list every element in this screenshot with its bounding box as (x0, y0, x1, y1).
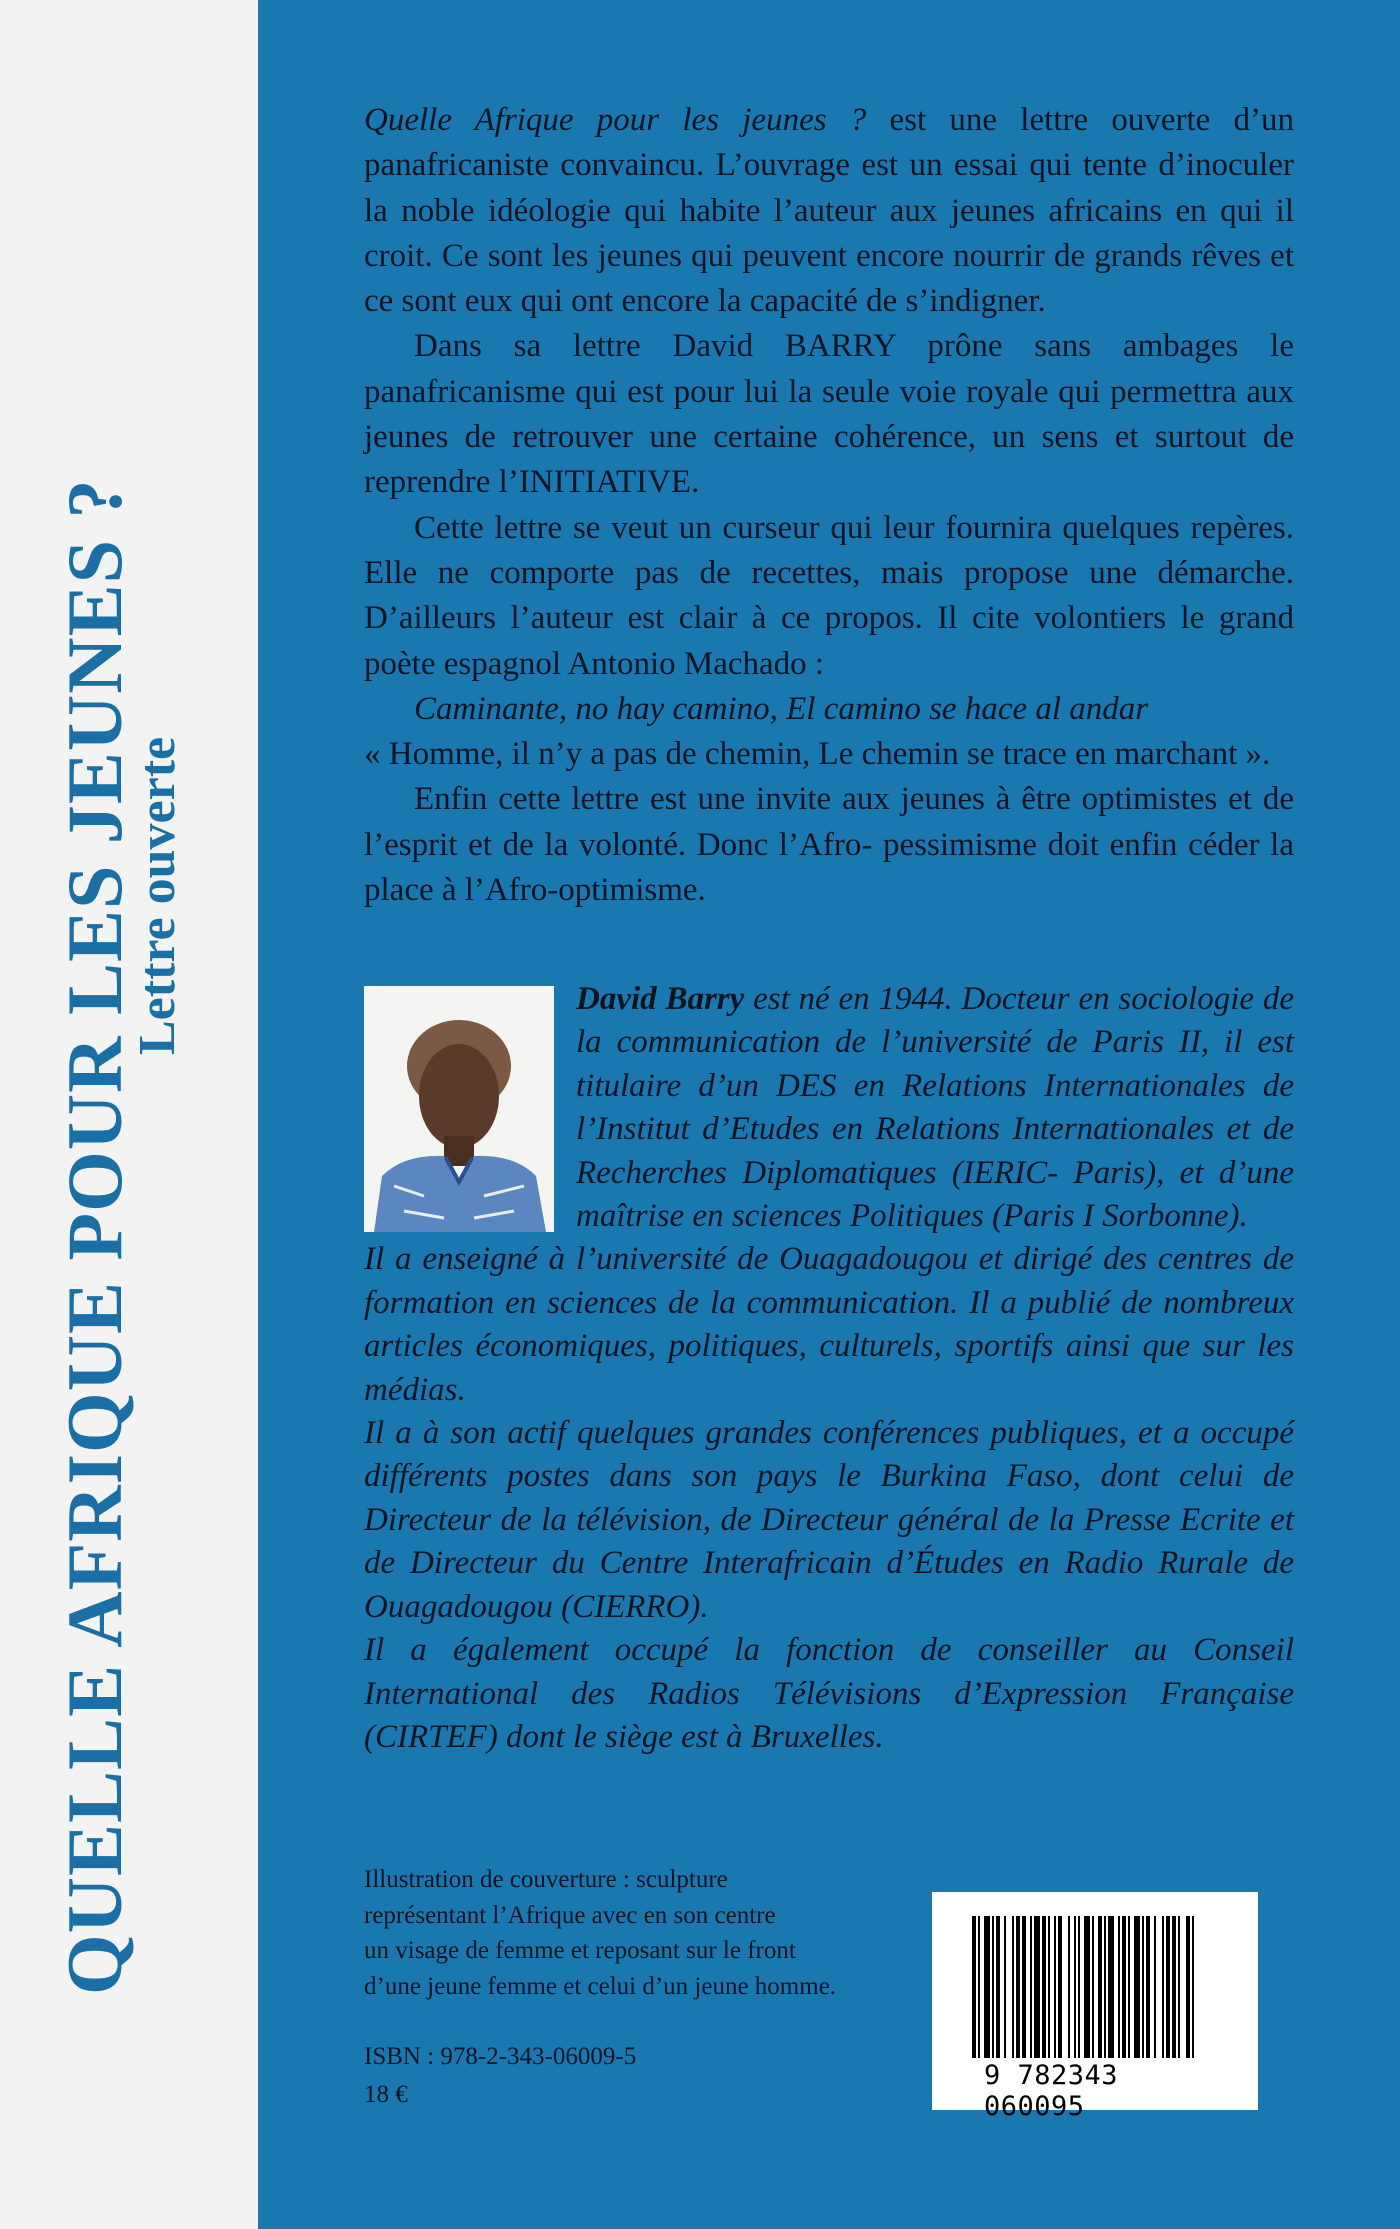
barcode-bar (1058, 1916, 1062, 2058)
barcode-bar (1122, 1916, 1126, 2058)
barcode-bar (1084, 1916, 1090, 2058)
barcode-bar (1048, 1916, 1050, 2058)
barcode-bar (996, 1916, 1000, 2058)
credits-line-4: d’une jeune femme et celui d’un jeune homme. (364, 1972, 837, 2000)
author-name: David Barry (576, 981, 745, 1017)
spine-strip (0, 0, 258, 2229)
barcode-box (932, 1892, 1258, 2122)
blurb-paragraph-1-text: est une lettre ouverte d’un panafricaniste convaincu. L’ouvrage est un essai qui tente d’inoculer la noble idéologie qui habite l’auteur aux jeunes africains en qui il croit. Ce sont les jeunes qui peuvent encore nourrir de grands rêves et ce sont eux qui ont encore la capacité de s’indigner. (364, 102, 1294, 320)
barcode-bar (1162, 1916, 1164, 2058)
bio-paragraph-4: Il a également occupé la fonction de conseiller au Conseil International des Radios Télévisions d’Expression Française (CIRTEF) dont le siège est à Bruxelles. (364, 1632, 1294, 1755)
credits-line-1: Illustration de couverture : sculpture (364, 1866, 728, 1893)
spine-titles (0, 95, 258, 1995)
book-blurb (364, 98, 1294, 913)
barcode-bar (984, 1916, 990, 2058)
barcode-bar (1104, 1916, 1106, 2058)
portrait-illustration (364, 986, 554, 1232)
author-bio (364, 978, 1294, 1759)
bio-paragraph-2: Il a enseigné à l’université de Ouagadougou et dirigé des centres de formation en sciences de la communication. Il a publié de nombreux articles économiques, politiques, culturels, sportifs ainsi que sur les médias. (364, 1241, 1294, 1408)
price-text: 18 € (364, 2081, 408, 2108)
barcode-bar (1074, 1916, 1076, 2058)
barcode-bar (1078, 1916, 1080, 2058)
barcode-bar (1042, 1916, 1046, 2058)
spine-subtitle: Lettre ouverte (129, 736, 186, 1055)
credits-line-2: représentant l’Afrique avec en son centre (364, 1901, 776, 1929)
blurb-paragraph-1 (364, 98, 1294, 324)
barcode-digits: 9 782343 060095 (984, 2060, 1119, 2122)
barcode-bar (1068, 1916, 1070, 2058)
barcode-bar (1022, 1916, 1026, 2058)
barcode-bar (1186, 1916, 1190, 2058)
barcode-bar (1128, 1916, 1130, 2058)
barcode-bar (1012, 1916, 1014, 2058)
barcode-bar (972, 1916, 976, 2058)
barcode-bar (1134, 1916, 1140, 2058)
isbn-text: ISBN : 978-2-343-06009-5 (364, 2043, 637, 2070)
spine-title: QUELLE AFRIQUE POUR LES JEUNES ? (51, 478, 138, 1995)
barcode-bar (1030, 1916, 1032, 2058)
barcode-bar (1142, 1916, 1144, 2058)
barcode-bar (1034, 1916, 1040, 2058)
quote-french: « Homme, il n’y a pas de chemin, Le chemin se trace en marchant ». (364, 736, 1271, 773)
credits-line-3: un visage de femme et reposant sur le front (364, 1937, 796, 1965)
barcode-bar (992, 1916, 994, 2058)
barcode-bar (1054, 1916, 1056, 2058)
author-portrait (364, 986, 554, 1232)
blurb-paragraph-4: Enfin cette lettre est une invite aux jeunes à être optimistes et de l’esprit et de la volonté. Donc l’Afro- pessimisme doit enfin céder la place à l’Afro-optimisme. (364, 781, 1294, 909)
barcode-bar (1166, 1916, 1170, 2058)
barcode-bar (1118, 1916, 1120, 2058)
barcode-bar (1108, 1916, 1114, 2058)
cover-credits (364, 1862, 924, 2004)
bio-paragraph-1-text: est né en 1944. Docteur en sociologie de la communication de l’université de Paris II, il est titulaire d’un DES en Relations Internationales de l’Institut d’Etudes en Relations Internationales et de Recherches Diplomatiques (IERIC- Paris), et d’une maîtrise en sciences Politiques (Paris I Sorbonne). (576, 981, 1294, 1235)
barcode-bar (1016, 1916, 1020, 2058)
barcode-bar (1098, 1916, 1102, 2058)
blurb-paragraph-2: Dans sa lettre David BARRY prône sans ambages le panafricanisme qui est pour lui la seule voie royale qui permettra aux jeunes de retrouver une certaine cohérence, un sens et surtout de reprendre l’INITIATIVE. (364, 328, 1294, 501)
book-title-italic: Quelle Afrique pour les jeunes ? (364, 102, 867, 138)
barcode-bar (978, 1916, 980, 2058)
barcode-bar (1154, 1916, 1156, 2058)
barcode-bar (1178, 1916, 1180, 2058)
blurb-paragraph-3: Cette lettre se veut un curseur qui leur fournira quelques repères. Elle ne comporte pas de recettes, mais propose une démarche. D’ailleurs l’auteur est clair à ce propos. Il cite volontiers le grand poète espagnol Antonio Machado : (364, 509, 1294, 682)
quote-spanish: Caminante, no hay camino, El camino se hace al andar (414, 690, 1149, 727)
barcode-bar (1004, 1916, 1006, 2058)
bio-paragraph-3: Il a à son actif quelques grandes conférences publiques, et a occupé différents postes dans son pays le Burkina Faso, dont celui de Directeur de la télévision, de Directeur général de la Presse Ecrite et de Directeur du Centre Interafricain d’Études en Radio Rurale de Ouagadougou (CIERRO). (364, 1415, 1294, 1625)
barcode-bar (1146, 1916, 1150, 2058)
barcode-bar (1172, 1916, 1176, 2058)
barcode-bar (1192, 1916, 1194, 2058)
barcode-bar (1092, 1916, 1094, 2058)
